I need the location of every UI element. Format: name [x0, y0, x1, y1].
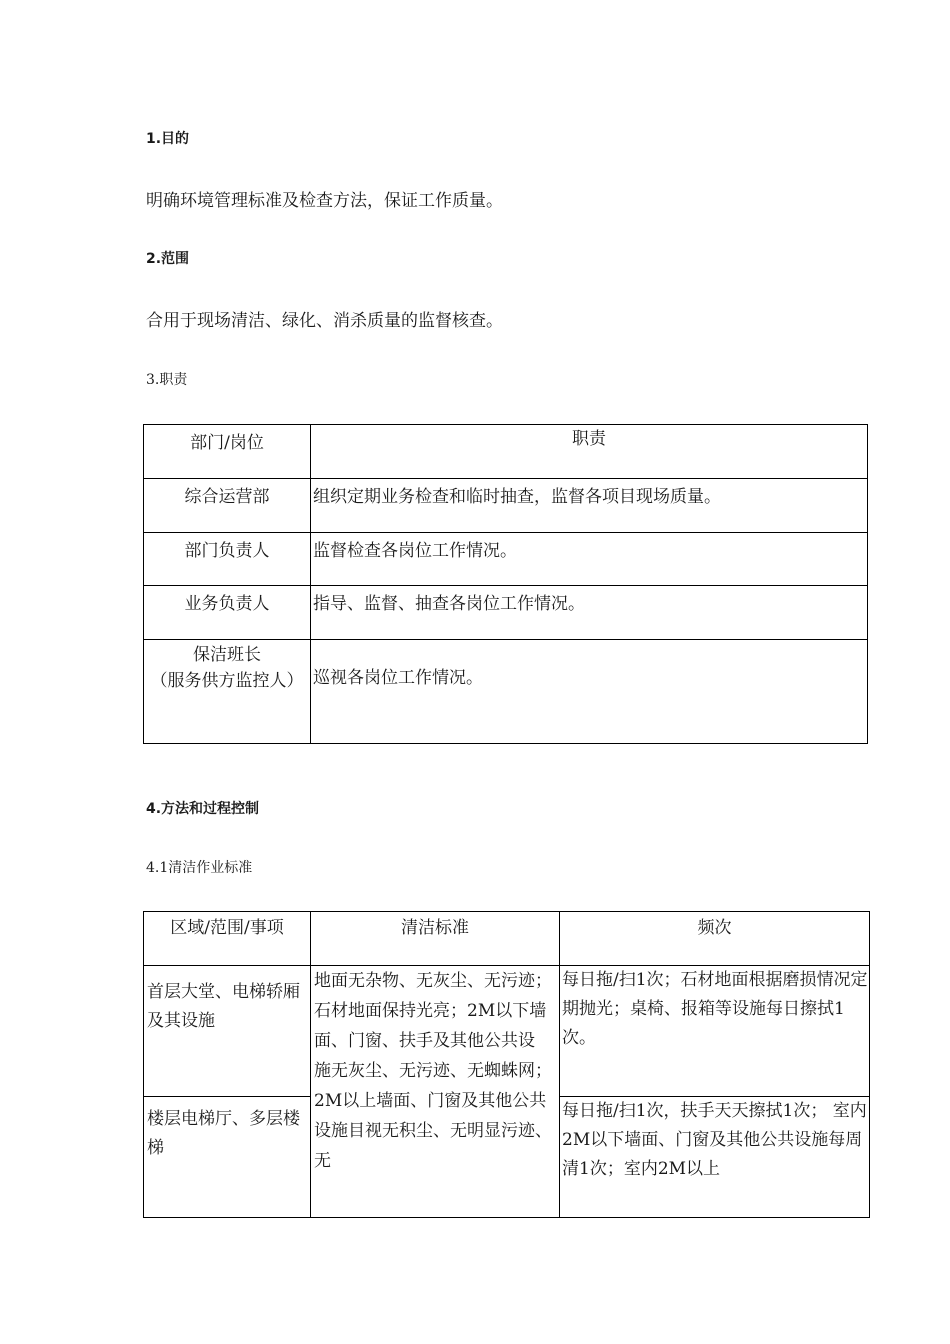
- table-row: [144, 533, 868, 586]
- standard-cell: [311, 966, 560, 1218]
- cleaning-table-header: [144, 912, 870, 966]
- duty-table-header: [144, 425, 868, 479]
- duty-table: [143, 424, 868, 744]
- frequency-text: 每日拖/扫1次，扶手天天擦拭1次； 室内2M以下墙面、门窗及其他公共设施每周清1次；室内2M以上: [562, 1100, 867, 1179]
- standard-text: 地面无杂物、无灰尘、无污迹； 石材地面保持光亮；2M以下墙 面、门窗、扶手及其他公共设 施无灰尘、无污迹、无蜘蛛网； 2M以上墙面、门窗及其他公共 设施目视无积尘、无明显污迹、 无: [314, 971, 552, 1171]
- duty-header-duty: 职责: [311, 425, 868, 479]
- dept-cell: [144, 640, 311, 744]
- header-frequency: 频次: [560, 912, 870, 966]
- duty-cell: 巡视各岗位工作情况。: [311, 640, 868, 744]
- section-1-title: 1.目的: [146, 131, 190, 147]
- frequency-cell: 每日拖/扫1次；石材地面根据磨损情况定期抛光；桌椅、报箱等设施每日擦拭1次。: [560, 966, 870, 1097]
- dept-note: （服务供方监控人）: [150, 671, 304, 691]
- header-area: 区域/范围/事项: [144, 912, 311, 966]
- dept-cell: 部门负责人: [144, 533, 311, 586]
- section-2-text: 合用于现场清洁、绿化、消杀质量的监督核查。: [146, 311, 503, 331]
- duty-header-dept: 部门/岗位: [144, 425, 311, 479]
- area-cell: 楼层电梯厅、多层楼梯: [144, 1096, 311, 1217]
- table-row: [144, 966, 870, 1097]
- cleaning-standard-table: [143, 911, 870, 1218]
- section-4-title: 4.方法和过程控制: [146, 801, 260, 817]
- duty-cell: 监督检查各岗位工作情况。: [311, 533, 868, 586]
- section-4-1-title: 4.1清洁作业标准: [146, 860, 253, 876]
- area-cell: 首层大堂、电梯轿厢及其设施: [144, 966, 311, 1097]
- section-3-title: 3.职责: [146, 372, 188, 388]
- dept-cell: 综合运营部: [144, 479, 311, 533]
- section-1-text: 明确环境管理标准及检查方法，保证工作质量。: [146, 191, 503, 211]
- dept-name: 保洁班长: [193, 645, 261, 665]
- header-standard: 清洁标准: [311, 912, 560, 966]
- section-2-title: 2.范围: [146, 251, 190, 267]
- table-row: [144, 640, 868, 744]
- duty-cell: 指导、监督、抽查各岗位工作情况。: [311, 586, 868, 640]
- duty-cell: 组织定期业务检查和临时抽查，监督各项目现场质量。: [311, 479, 868, 533]
- dept-cell: 业务负责人: [144, 586, 311, 640]
- frequency-cell: [560, 1096, 870, 1217]
- table-row: [144, 586, 868, 640]
- table-row: [144, 479, 868, 533]
